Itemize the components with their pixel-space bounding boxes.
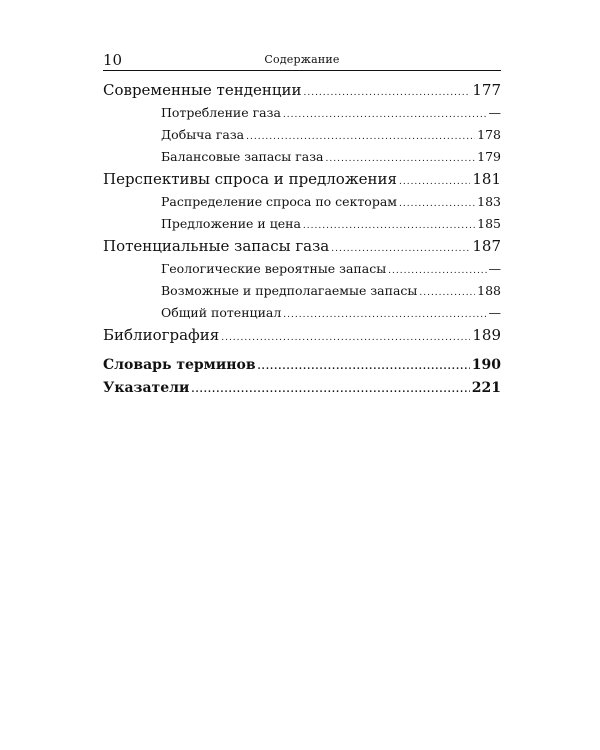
table-of-contents <box>103 80 501 401</box>
toc-entry-page: 177 <box>472 81 501 99</box>
dot-leader <box>303 83 470 103</box>
toc-entry-bibliography[interactable] <box>103 325 501 348</box>
toc-entry-page: 185 <box>477 216 501 231</box>
toc-entry-title: Библиография <box>103 326 220 344</box>
toc-entry-title: Возможные и предполагаемые запасы <box>161 283 418 298</box>
toc-entry-page: — <box>488 261 501 276</box>
dot-leader <box>399 194 475 214</box>
toc-entry-page: 188 <box>477 283 501 298</box>
toc-entry-potential-reserves[interactable] <box>103 236 501 259</box>
dot-leader <box>221 328 470 348</box>
toc-entry-supply-and-price[interactable] <box>103 214 501 236</box>
toc-entry-title: Балансовые запасы газа <box>161 149 324 164</box>
toc-entry-title: Предложение и цена <box>161 216 301 231</box>
dot-leader <box>283 305 486 325</box>
dot-leader <box>258 357 470 378</box>
toc-entry-demand-supply-outlook[interactable] <box>103 169 501 192</box>
section-gap <box>103 348 501 355</box>
toc-entry-modern-trends[interactable] <box>103 80 501 103</box>
toc-entry-page: 181 <box>472 170 501 188</box>
toc-entry-page: 190 <box>471 357 501 373</box>
toc-entry-page: — <box>488 105 501 120</box>
toc-entry-demand-by-sector[interactable] <box>103 192 501 214</box>
dot-leader <box>399 172 470 192</box>
dot-leader <box>419 283 475 303</box>
dot-leader <box>191 380 469 401</box>
toc-entry-title: Общий потенциал <box>161 305 282 320</box>
toc-entry-title: Распределение спроса по секторам <box>161 194 398 209</box>
toc-entry-page: 183 <box>477 194 501 209</box>
toc-entry-page: 221 <box>471 380 501 396</box>
dot-leader <box>326 149 476 169</box>
toc-entry-glossary[interactable] <box>103 355 501 378</box>
toc-entry-title: Современные тенденции <box>103 81 302 99</box>
dot-leader <box>283 105 487 125</box>
toc-entry-title: Добыча газа <box>161 127 245 142</box>
toc-entry-geological-probable[interactable] <box>103 259 501 281</box>
dot-leader <box>303 216 475 236</box>
toc-entry-title: Геологические вероятные запасы <box>161 261 387 276</box>
toc-entry-title: Перспективы спроса и предложения <box>103 170 397 188</box>
toc-entry-page: — <box>488 305 501 320</box>
toc-entry-title: Указатели <box>103 380 190 396</box>
toc-entry-page: 178 <box>477 127 501 142</box>
page-number: 10 <box>103 51 123 69</box>
toc-entry-gas-consumption[interactable] <box>103 103 501 125</box>
dot-leader <box>388 261 486 281</box>
toc-entry-possible-speculative[interactable] <box>103 281 501 303</box>
dot-leader <box>246 127 475 147</box>
toc-entry-total-potential[interactable] <box>103 303 501 325</box>
toc-entry-title: Потенциальные запасы газа <box>103 237 330 255</box>
toc-entry-title: Потребление газа <box>161 105 281 120</box>
dot-leader <box>331 239 470 259</box>
toc-entry-page: 179 <box>477 149 501 164</box>
running-title: Содержание <box>264 53 340 66</box>
toc-entry-page: 187 <box>472 237 501 255</box>
toc-entry-title: Словарь терминов <box>103 357 256 373</box>
page-header <box>103 50 501 71</box>
toc-entry-gas-production[interactable] <box>103 125 501 147</box>
toc-entry-indexes[interactable] <box>103 378 501 401</box>
toc-entry-balance-reserves[interactable] <box>103 147 501 169</box>
toc-entry-page: 189 <box>472 326 501 344</box>
